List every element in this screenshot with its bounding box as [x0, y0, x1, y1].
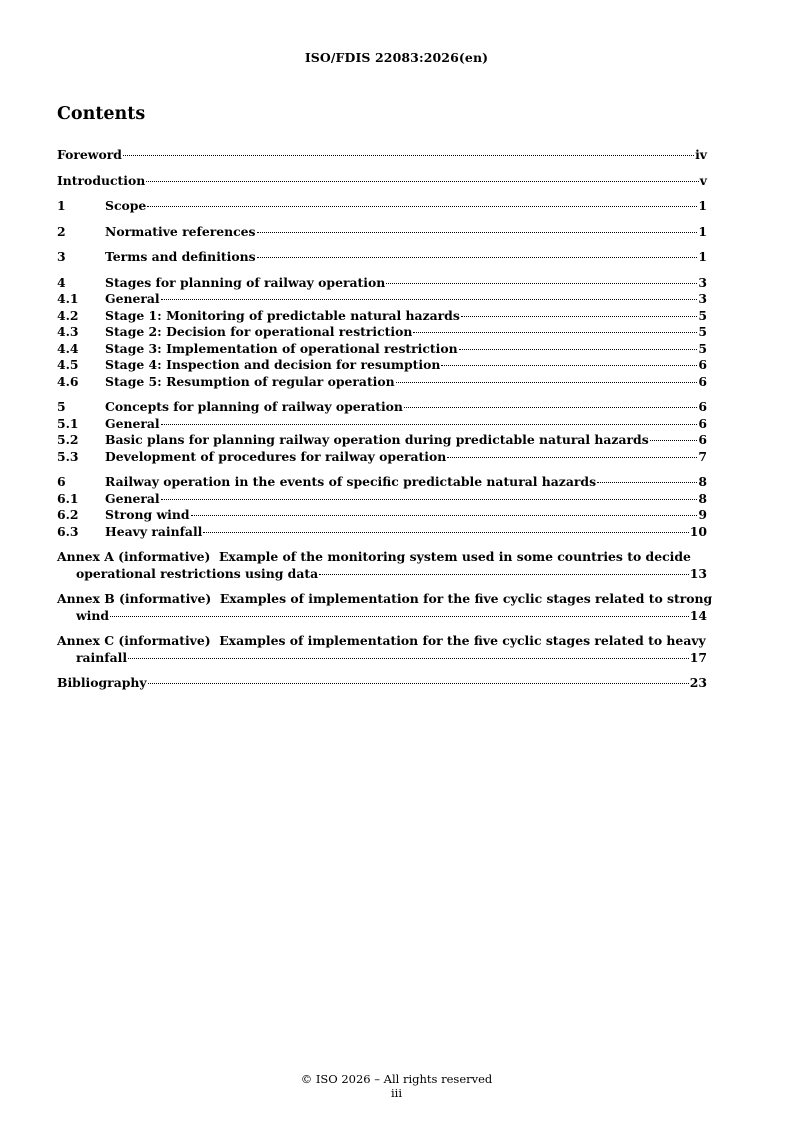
- toc-entry-page: 10: [689, 523, 707, 539]
- toc-entry[interactable]: [57, 507, 707, 524]
- toc-entry[interactable]: [57, 491, 707, 508]
- toc-entry[interactable]: [57, 449, 707, 466]
- toc-entry-number: 4.1: [57, 291, 79, 306]
- toc-entry-title: Development of procedures for railway operation: [105, 448, 447, 464]
- toc-leader: [110, 615, 689, 617]
- toc-entry-title: Stage 3: Implementation of operational restriction: [105, 340, 458, 356]
- toc-annex-title: Annex C (informative) Examples of implementation for the five cyclic stages related to heavy: [57, 633, 706, 648]
- toc-entry-title: Stage 5: Resumption of regular operation: [105, 373, 395, 389]
- page-number: iii: [390, 1086, 403, 1100]
- toc-entry-page: 5: [698, 307, 707, 323]
- toc-leader: [461, 315, 698, 317]
- toc-entry-number: 5.3: [57, 448, 79, 464]
- toc-entry-page: 3: [698, 274, 707, 290]
- toc-entries: [57, 147, 707, 540]
- toc-entry[interactable]: [57, 374, 707, 391]
- toc-entry-page: 14: [689, 607, 707, 623]
- toc-leader: [257, 231, 698, 233]
- toc-leader: [459, 348, 698, 350]
- toc-leader: [396, 381, 698, 383]
- toc-annex-title-continued: [57, 608, 707, 625]
- toc-entry-page: 6: [698, 415, 707, 431]
- page-title: Contents: [57, 104, 146, 124]
- toc-annex-title-continued: [57, 650, 707, 667]
- toc-leader: [404, 406, 697, 408]
- toc-entry-number: 4.5: [57, 357, 79, 372]
- toc-leader: [161, 298, 698, 300]
- toc-entry[interactable]: [57, 416, 707, 433]
- copyright-notice: © ISO 2026 – All rights reserved: [300, 1072, 493, 1086]
- toc-entry[interactable]: [57, 224, 707, 241]
- toc-entry[interactable]: [57, 147, 707, 164]
- toc-leader: [161, 498, 698, 500]
- toc-entry[interactable]: [57, 324, 707, 341]
- toc-leader: [148, 682, 689, 684]
- toc-entry-page: 3: [698, 291, 707, 306]
- toc-entry-title: Heavy rainfall: [105, 523, 203, 539]
- toc-entry-title: Stage 4: Inspection and decision for resumption: [105, 357, 441, 372]
- toc-entry-number: 6: [57, 474, 66, 489]
- toc-entry-page: 6: [698, 357, 707, 372]
- toc-leader: [597, 481, 697, 483]
- toc-entry-page: 23: [689, 675, 707, 690]
- toc-entry-page: 8: [698, 474, 707, 489]
- toc-entry-number: 4.4: [57, 340, 79, 356]
- toc-annex-title: Annex A (informative) Example of the monitoring system used in some countries to decide: [57, 549, 691, 564]
- toc-entry-annex[interactable]: [57, 591, 713, 624]
- toc-entry-title: Concepts for planning of railway operation: [105, 399, 403, 414]
- toc-entry-number: 6.1: [57, 490, 79, 506]
- toc-entry-title: General: [105, 490, 160, 506]
- toc-entry-title: Strong wind: [105, 507, 190, 522]
- toc-leader: [650, 439, 698, 441]
- document-header: ISO/FDIS 22083:2026(en): [304, 50, 489, 65]
- toc-leader: [447, 456, 697, 458]
- toc-leader: [147, 205, 697, 207]
- toc-leader: [128, 657, 689, 659]
- toc-entry-number: 5: [57, 399, 66, 414]
- toc-entry-title: Bibliography: [57, 675, 147, 690]
- toc-annex-title-continued: [57, 566, 707, 583]
- toc-annex-title: Annex B (informative) Examples of implementation for the five cyclic stages related to strong: [57, 591, 713, 606]
- toc-entry-page: 6: [698, 432, 707, 447]
- toc-entry-title: General: [105, 415, 160, 431]
- toc-entry-title: Stage 2: Decision for operational restriction: [105, 324, 413, 339]
- toc-entry-title: Scope: [105, 198, 147, 213]
- toc-leader: [191, 514, 698, 516]
- toc-annexes: [57, 549, 713, 666]
- toc-entry-title: Introduction: [57, 172, 146, 188]
- toc-entry-number: 5.1: [57, 415, 79, 431]
- toc-leader: [161, 423, 698, 425]
- toc-entry-title: Stages for planning of railway operation: [105, 274, 386, 290]
- toc-leader: [441, 364, 697, 366]
- toc-leader: [257, 256, 698, 258]
- toc-leader: [146, 180, 699, 182]
- toc-entry[interactable]: [57, 341, 707, 358]
- toc-entry[interactable]: [57, 291, 707, 308]
- toc-entry[interactable]: [57, 357, 707, 374]
- toc-entry[interactable]: [57, 308, 707, 325]
- toc-entry[interactable]: [57, 249, 707, 266]
- toc-entry-number: 6.2: [57, 507, 79, 522]
- page-footer: [0, 1072, 793, 1100]
- toc-entry-page: 5: [698, 324, 707, 339]
- toc-entry[interactable]: [57, 474, 707, 491]
- toc-entry-title: rainfall: [76, 649, 128, 665]
- toc-entry-number: 4.6: [57, 373, 79, 389]
- toc-entry-page: 9: [698, 507, 707, 522]
- toc-entry-annex[interactable]: [57, 549, 707, 582]
- toc-entry-number: 3: [57, 249, 66, 264]
- toc-entry[interactable]: [57, 524, 707, 541]
- toc-entry-title: Railway operation in the events of specific predictable natural hazards: [105, 474, 597, 489]
- table-of-contents: [57, 147, 713, 692]
- toc-entry-number: 4.2: [57, 307, 79, 323]
- toc-entry-number: 2: [57, 223, 66, 239]
- toc-entry-number: 4.3: [57, 324, 79, 339]
- toc-entry-page: 8: [698, 490, 707, 506]
- toc-entry-bibliography[interactable]: [57, 675, 707, 692]
- toc-entry-page: iv: [695, 147, 707, 162]
- toc-entry-page: 1: [698, 223, 707, 239]
- toc-leader: [386, 282, 697, 284]
- toc-entry-title: Foreword: [57, 147, 122, 162]
- toc-entry[interactable]: [57, 198, 707, 215]
- toc-entry-page: 6: [698, 373, 707, 389]
- toc-entry-title: wind: [76, 607, 110, 623]
- toc-entry-title: Terms and definitions: [105, 249, 256, 264]
- toc-entry-number: 6.3: [57, 523, 79, 539]
- toc-entry[interactable]: [57, 173, 707, 190]
- toc-entry-number: 4: [57, 274, 66, 290]
- toc-entry[interactable]: [57, 399, 707, 416]
- toc-entry-page: 7: [698, 448, 707, 464]
- toc-leader: [319, 573, 689, 575]
- toc-leader: [123, 154, 694, 156]
- toc-entry-page: 1: [698, 198, 707, 213]
- toc-entry-title: Stage 1: Monitoring of predictable natural hazards: [105, 307, 460, 323]
- toc-entry-page: 17: [689, 649, 707, 665]
- toc-entry-title: operational restrictions using data: [76, 565, 319, 581]
- toc-entry-title: General: [105, 291, 160, 306]
- toc-entry-title: Normative references: [105, 223, 256, 239]
- toc-entry[interactable]: [57, 432, 707, 449]
- toc-entry-page: 13: [689, 565, 707, 581]
- toc-entry-page: 5: [698, 340, 707, 356]
- toc-entry-page: 6: [698, 399, 707, 414]
- toc-entry-page: v: [699, 172, 707, 188]
- toc-entry-page: 1: [698, 249, 707, 264]
- toc-leader: [203, 531, 688, 533]
- toc-entry-title: Basic plans for planning railway operation during predictable natural hazards: [105, 432, 649, 447]
- toc-leader: [413, 331, 697, 333]
- toc-entry-number: 1: [57, 198, 66, 213]
- toc-entry-annex[interactable]: [57, 633, 707, 666]
- toc-entry-number: 5.2: [57, 432, 79, 447]
- toc-entry[interactable]: [57, 275, 707, 292]
